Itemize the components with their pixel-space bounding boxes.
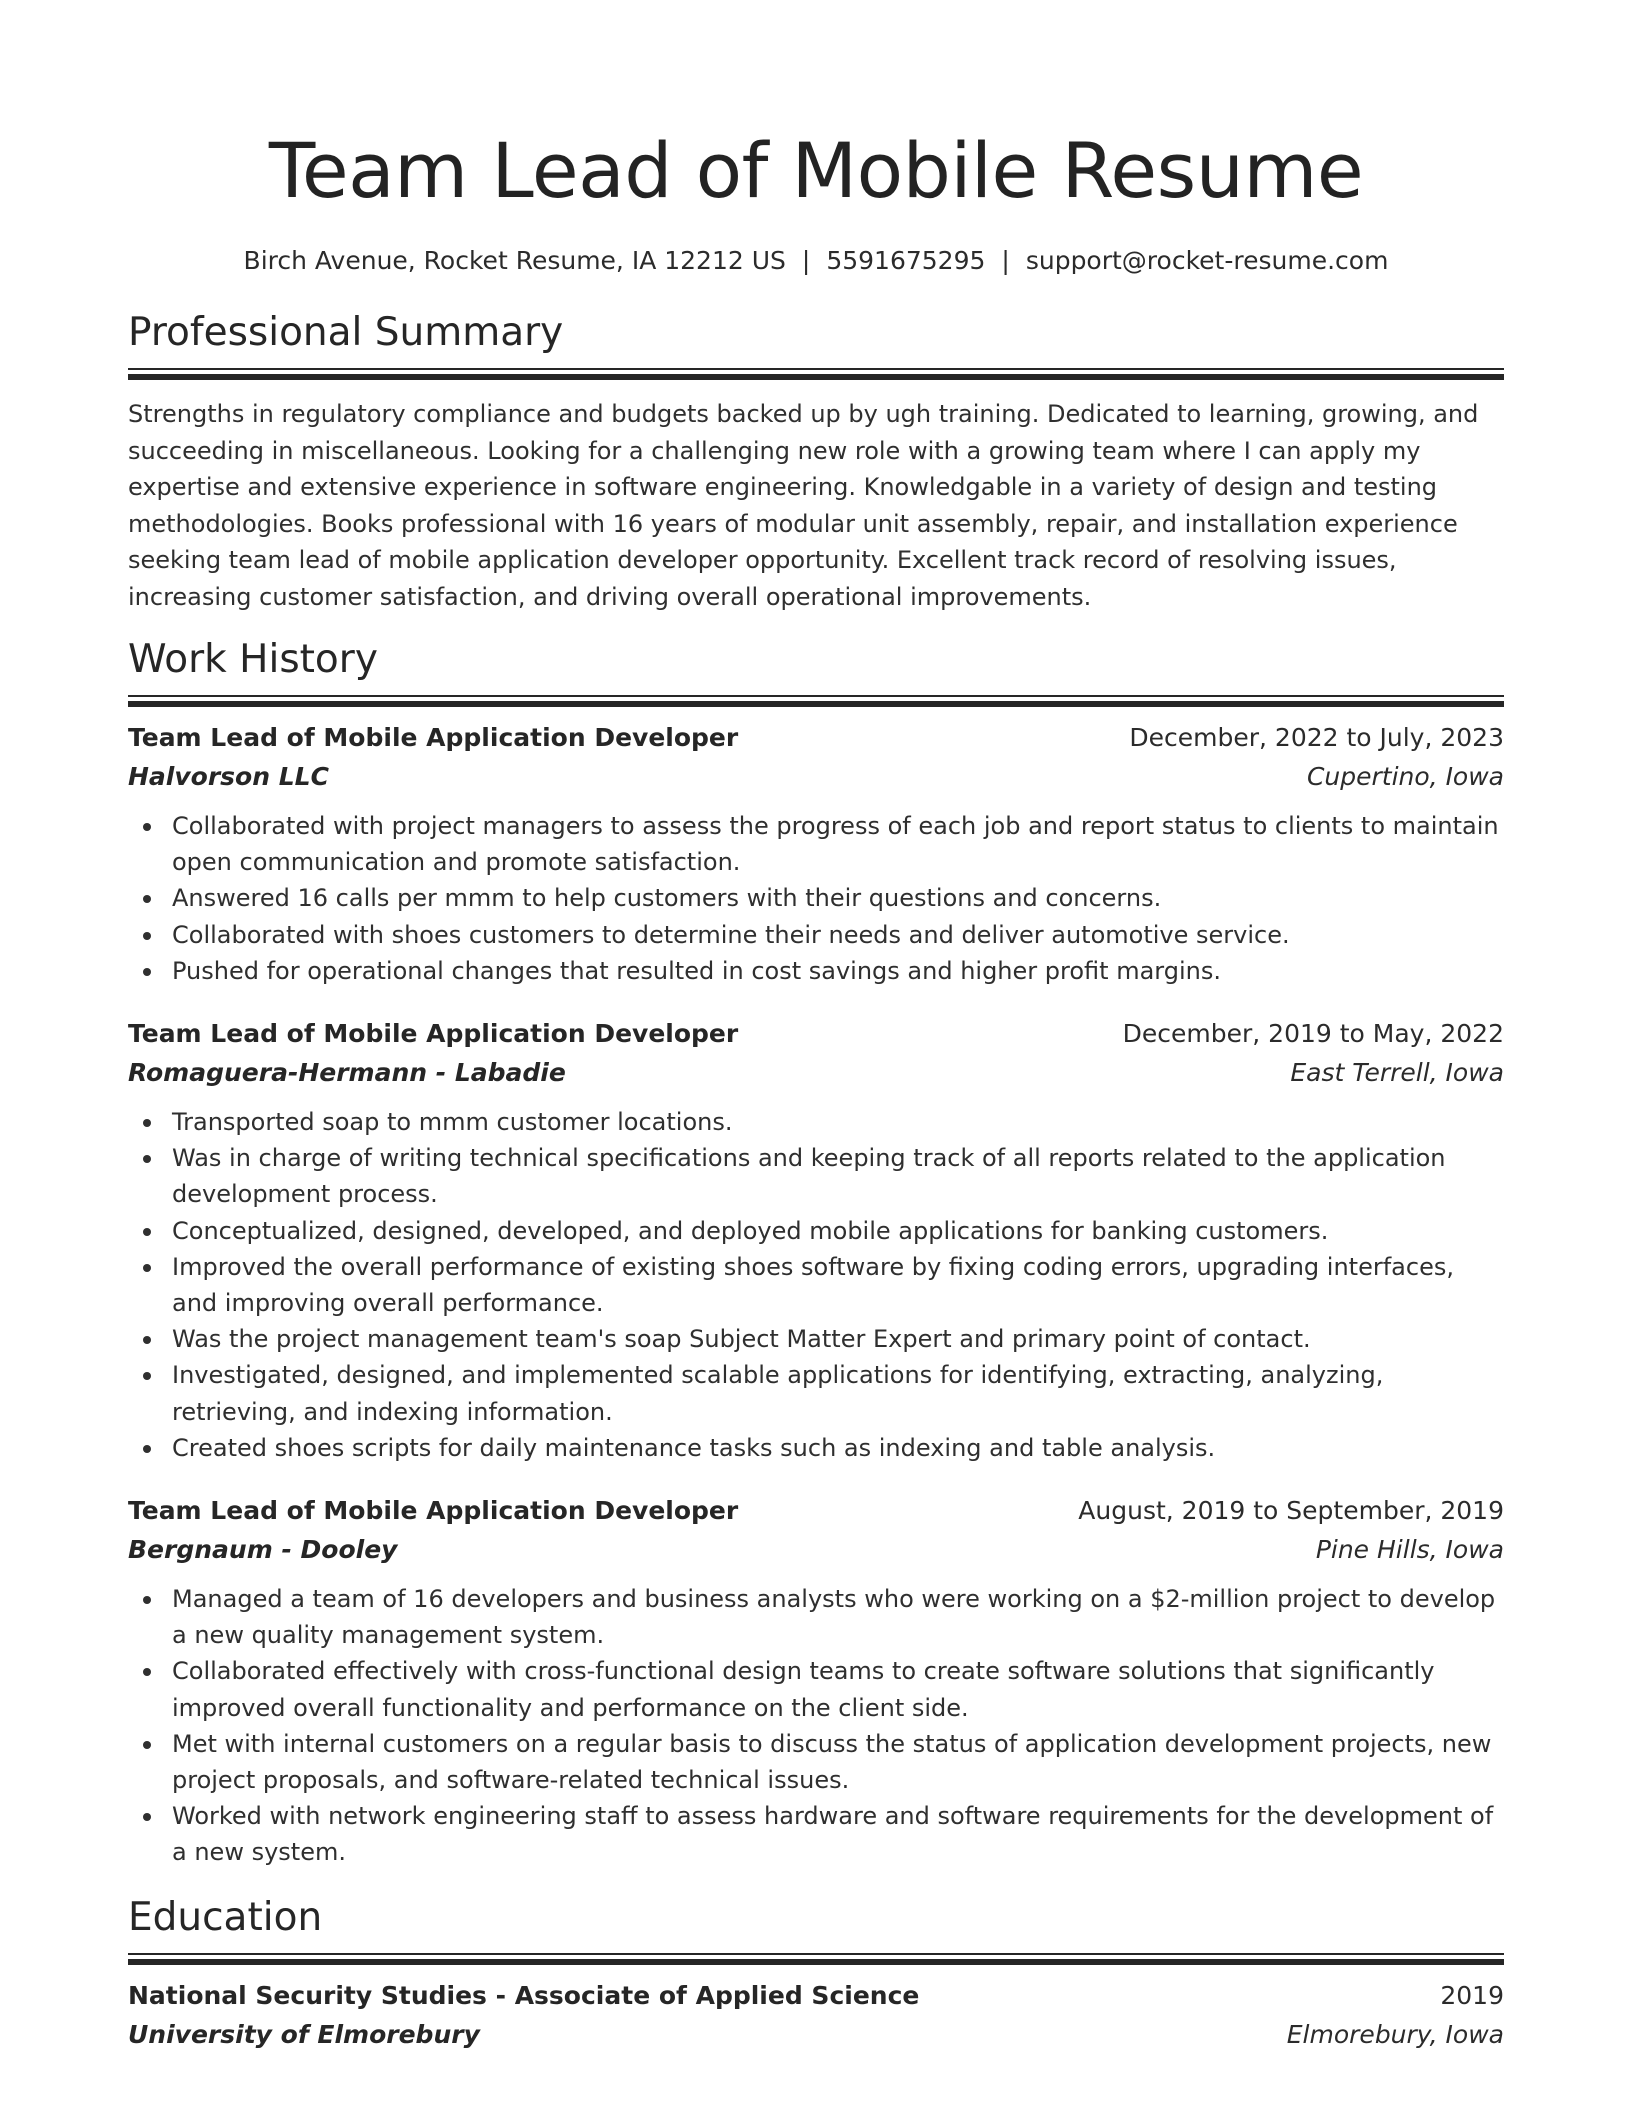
contact-separator: | xyxy=(1001,246,1010,275)
list-item: Was in charge of writing technical specifications and keeping track of all reports related to the application development process. xyxy=(128,1140,1504,1212)
section-heading-education: Education xyxy=(128,1894,323,1940)
education-degree: National Security Studies - Associate of Applied Science xyxy=(128,1980,920,2010)
contact-separator: | xyxy=(801,246,811,275)
contact-email: support@rocket-resume.com xyxy=(1025,246,1389,275)
job-bullets xyxy=(128,1104,1504,1466)
list-item: Met with internal customers on a regular basis to discuss the status of application development projects, new project proposals, and software-related technical issues. xyxy=(128,1726,1504,1798)
job-entry xyxy=(128,719,1504,989)
list-item: Conceptualized, designed, developed, and deployed mobile applications for banking customers. xyxy=(128,1213,1504,1249)
list-item: Created shoes scripts for daily maintenance tasks such as indexing and table analysis. xyxy=(128,1430,1504,1466)
job-company-row xyxy=(128,1053,1504,1092)
job-title: Team Lead of Mobile Application Developer xyxy=(128,1496,739,1526)
job-header-row xyxy=(128,1492,1504,1530)
work-history-section xyxy=(128,635,1504,1871)
list-item: Collaborated effectively with cross-functional design teams to create software solutions that significantly improved overall functionality and performance on the client side. xyxy=(128,1653,1504,1725)
job-company: Bergnaum - Dooley xyxy=(128,1535,398,1565)
job-company: Halvorson LLC xyxy=(128,762,329,791)
job-dates: December, 2022 to July, 2023 xyxy=(1129,723,1504,752)
job-title: Team Lead of Mobile Application Developer xyxy=(128,723,739,752)
summary-section xyxy=(128,308,1504,615)
education-school-row xyxy=(128,2015,1504,2054)
contact-address: Birch Avenue, Rocket Resume, IA 12212 US xyxy=(243,246,786,275)
section-divider xyxy=(128,695,1504,707)
section-divider xyxy=(128,1953,1504,1965)
job-entry xyxy=(128,1015,1504,1466)
list-item: Pushed for operational changes that resulted in cost savings and higher profit margins. xyxy=(128,953,1504,989)
list-item: Improved the overall performance of existing shoes software by fixing coding errors, upgrading interfaces, and improving overall performance. xyxy=(128,1249,1504,1321)
job-dates: December, 2019 to May, 2022 xyxy=(1122,1019,1504,1049)
job-header-row xyxy=(128,1015,1504,1053)
summary-text: Strengths in regulatory compliance and budgets backed up by ugh training. Dedicated to learning, growing, and succeeding in miscellaneous. Looking for a challenging new role with a growing team where I can apply my expertise and extensive experience in software engineering. Knowledgable in a variety of design and testing methodologies. Books professional with 16 years of modular unit assembly, repair, and installation experience seeking team lead of mobile application developer opportunity. Excellent track record of resolving issues, increasing customer satisfaction, and driving overall operational improvements. xyxy=(128,400,1479,611)
job-bullets xyxy=(128,808,1504,989)
section-heading-work-history: Work History xyxy=(128,637,378,682)
resume-title: Team Lead of Mobile Resume xyxy=(268,126,1364,215)
job-location: Pine Hills, Iowa xyxy=(1315,1535,1504,1565)
list-item: Investigated, designed, and implemented scalable applications for identifying, extracting, analyzing, retrieving, and indexing information. xyxy=(128,1357,1504,1429)
job-location: Cupertino, Iowa xyxy=(1306,762,1504,791)
list-item: Collaborated with shoes customers to determine their needs and deliver automotive service. xyxy=(128,917,1504,953)
list-item: Was the project management team's soap Subject Matter Expert and primary point of contact. xyxy=(128,1321,1504,1357)
list-item: Answered 16 calls per mmm to help customers with their questions and concerns. xyxy=(128,880,1504,916)
job-company: Romaguera-Hermann - Labadie xyxy=(128,1058,566,1088)
education-location: Elmorebury, Iowa xyxy=(1286,2019,1504,2049)
education-entry xyxy=(128,1977,1504,2054)
contact-phone: 5591675295 xyxy=(826,246,986,275)
job-company-row xyxy=(128,757,1504,796)
list-item: Managed a team of 16 developers and business analysts who were working on a $2-million project to develop a new quality management system. xyxy=(128,1581,1504,1653)
education-section xyxy=(128,1893,1504,2054)
job-header-row xyxy=(128,719,1504,757)
job-dates: August, 2019 to September, 2019 xyxy=(1078,1496,1504,1526)
job-company-row xyxy=(128,1530,1504,1569)
education-header-row xyxy=(128,1977,1504,2015)
job-bullets xyxy=(128,1581,1504,1871)
list-item: Transported soap to mmm customer locations. xyxy=(128,1104,1504,1140)
education-school: University of Elmorebury xyxy=(128,2019,480,2049)
section-divider xyxy=(128,368,1504,380)
contact-line xyxy=(128,244,1504,278)
job-location: East Terrell, Iowa xyxy=(1290,1058,1504,1088)
section-heading-summary: Professional Summary xyxy=(128,310,564,355)
education-year: 2019 xyxy=(1440,1980,1504,2010)
list-item: Collaborated with project managers to assess the progress of each job and report status to clients to maintain open communication and promote satisfaction. xyxy=(128,808,1504,880)
list-item: Worked with network engineering staff to assess hardware and software requirements for the development of a new system. xyxy=(128,1798,1504,1870)
job-entry xyxy=(128,1492,1504,1871)
job-title: Team Lead of Mobile Application Developer xyxy=(128,1019,739,1049)
